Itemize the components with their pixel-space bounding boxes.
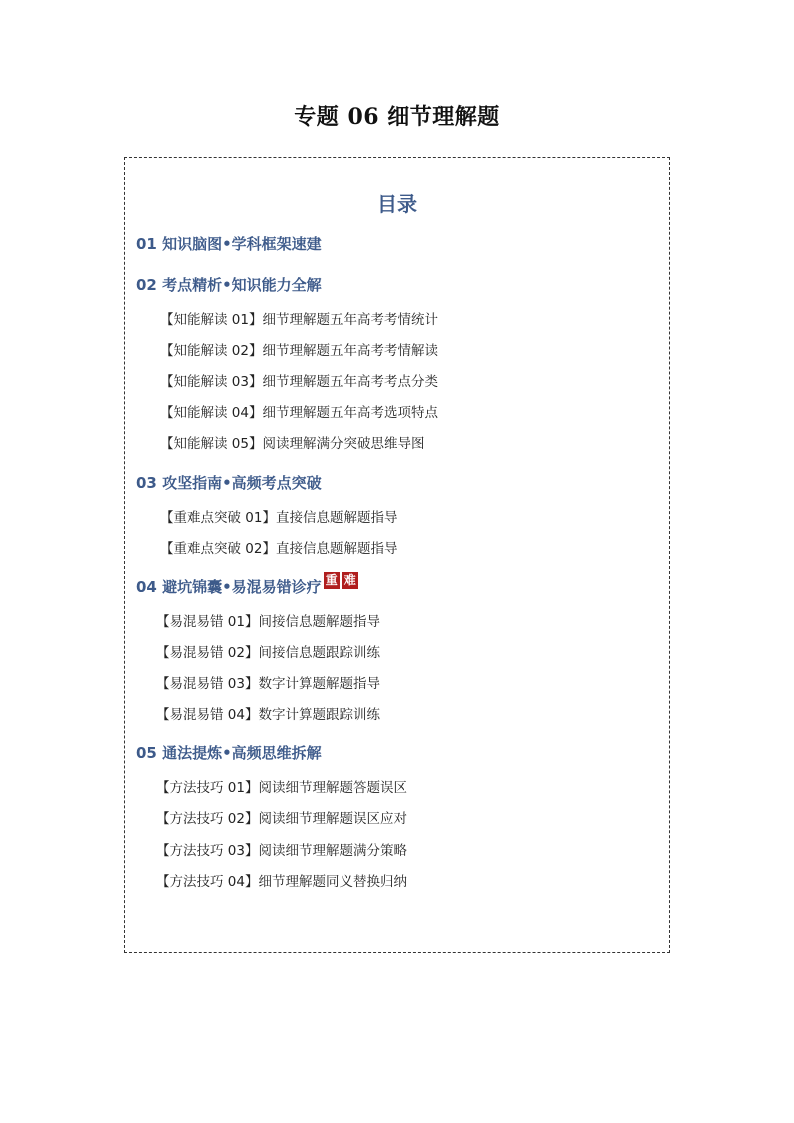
toc-item[interactable]: 【知能解读 02】细节理解题五年高考考情解读 bbox=[160, 343, 438, 359]
toc-item[interactable]: 【方法技巧 01】阅读细节理解题答题误区 bbox=[156, 780, 407, 796]
badge-zhong: 重 bbox=[323, 571, 341, 590]
badge-nan: 难 bbox=[341, 571, 359, 590]
toc-item[interactable]: 【方法技巧 04】细节理解题同义替换归纳 bbox=[156, 874, 407, 890]
toc-section-02[interactable]: 02 考点精析•知识能力全解 bbox=[136, 276, 322, 294]
toc-section-03[interactable]: 03 攻坚指南•高频考点突破 bbox=[136, 474, 322, 492]
toc-item[interactable]: 【知能解读 03】细节理解题五年高考考点分类 bbox=[160, 374, 438, 390]
toc-item[interactable]: 【重难点突破 02】直接信息题解题指导 bbox=[160, 541, 398, 557]
difficulty-badge bbox=[323, 571, 359, 590]
toc-item[interactable]: 【重难点突破 01】直接信息题解题指导 bbox=[160, 510, 398, 526]
toc-section-05[interactable]: 05 通法提炼•高频思维拆解 bbox=[136, 744, 322, 762]
toc-section-04[interactable] bbox=[136, 573, 359, 597]
toc-item[interactable]: 【方法技巧 02】阅读细节理解题误区应对 bbox=[156, 811, 407, 827]
toc-section-01[interactable]: 01 知识脑图•学科框架速建 bbox=[136, 235, 322, 253]
toc-section-04-label: 04 避坑锦囊•易混易错诊疗 bbox=[136, 578, 322, 596]
toc-item[interactable]: 【易混易错 03】数字计算题解题指导 bbox=[156, 676, 380, 692]
toc-item[interactable]: 【易混易错 04】数字计算题跟踪训练 bbox=[156, 707, 380, 723]
toc-item[interactable]: 【易混易错 02】间接信息题跟踪训练 bbox=[156, 645, 380, 661]
toc-item[interactable]: 【知能解读 01】细节理解题五年高考考情统计 bbox=[160, 312, 438, 328]
toc-item[interactable]: 【知能解读 04】细节理解题五年高考选项特点 bbox=[160, 405, 438, 421]
toc-item[interactable]: 【知能解读 05】阅读理解满分突破思维导图 bbox=[160, 436, 425, 452]
toc-item[interactable]: 【易混易错 01】间接信息题解题指导 bbox=[156, 614, 380, 630]
toc-item[interactable]: 【方法技巧 03】阅读细节理解题满分策略 bbox=[156, 843, 407, 859]
document-title: 专题 06 细节理解题 bbox=[294, 104, 500, 130]
toc-heading: 目录 bbox=[377, 192, 417, 216]
